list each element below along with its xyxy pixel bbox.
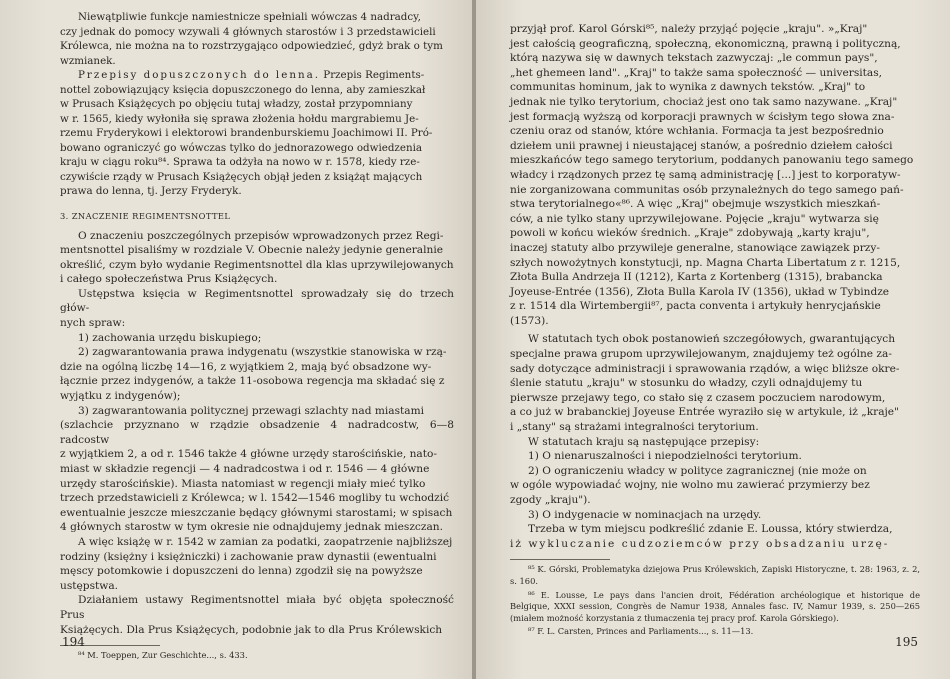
- footnote: ⁸⁷ F. L. Carsten, Princes and Parliaments..., s. 11—13.: [528, 626, 754, 637]
- text-line: Przepisy dopuszczonych do lenna. Przepis Regiments-: [78, 69, 425, 81]
- text-line: czy jednak do pomocy wzywali 4 głównych starostów i 3 przedstawicieli: [60, 25, 436, 38]
- text-line: w ogóle wypowiadać wojny, nie wolno mu zawierać przymierzy bez: [510, 479, 870, 492]
- text-line: 3) O indygenacie w nominacjach na urzędy.: [528, 508, 762, 521]
- text-line: 3) zagwarantowania politycznej przewagi szlachty nad miastami: [78, 404, 425, 417]
- text-line: jest całością geograficzną, społeczną, ekonomiczną, prawną i polityczną,: [510, 37, 901, 50]
- text-line: Ustępstwa księcia w Regimentsnottel sprowadzały się do trzech głów-: [60, 287, 454, 315]
- left-page: [0, 0, 472, 679]
- text-line: ewentualnie jeszcze mieszczanie będący głównymi starostami; w spisach: [60, 506, 453, 519]
- text-line: którą nazywa się w dawnych tekstach zazwyczaj: „le commun pays",: [510, 52, 878, 65]
- text-line: 1) O nienaruszalności i niepodzielności terytorium.: [528, 450, 802, 463]
- text-line: szłych nowożytnych konstytucji, np. Magna Charta Libertatum z r. 1215,: [510, 256, 901, 269]
- text-line: powoli w końcu wieków średnich. „Kraje" zdobywają „karty kraju",: [510, 227, 870, 240]
- text-line: (1573).: [510, 314, 549, 327]
- text-line: z wyjątkiem 2, a od r. 1546 także 4 główne urzędy starościńskie, nato-: [60, 448, 437, 461]
- page-number: 194: [62, 635, 85, 649]
- text-line: zgody „kraju").: [510, 494, 591, 506]
- text-line: nych spraw:: [60, 317, 126, 330]
- footnote: ⁸⁵ K. Górski, Problematyka dziejowa Prus Królewskich, Zapiski Historyczne, t. 28: 1963, z. 2, s. 160.: [510, 564, 920, 586]
- text-line: rzemu Fryderykowi i elektorowi brandenburskiemu Joachimowi II. Pró-: [60, 127, 433, 139]
- text-line: a co już w brabanckiej Joyeuse Entrée wyraziło się w artykule, iż „kraje": [510, 406, 899, 419]
- footnotes: [60, 650, 454, 662]
- text-line: A więc książę w r. 1542 w zamian za podatki, zaopatrzenie najbliższej: [78, 535, 453, 548]
- footnote-rule: [510, 559, 610, 560]
- text-line: 1) zachowania urzędu biskupiego;: [78, 331, 262, 344]
- text-line: pierwsze przejawy tego, co stało się z czasem poczuciem narodowym,: [510, 391, 886, 404]
- text-line: łącznie przez indygenów, a także 11-osobowa regencja ma składać się z: [60, 375, 445, 388]
- text-line: nottel zobowiązujący księcia dopuszczonego do lenna, aby zamieszkał: [60, 83, 426, 96]
- text-line: czeniu oraz od stanów, które wchłania. Formacja ta jest bezpośrednio: [510, 125, 884, 138]
- right-page: [476, 0, 950, 679]
- right-paragraph-kraj: [510, 22, 920, 551]
- text-line: Niewątpliwie funkcje namiestnicze spełniali wówczas 4 nadradcy,: [78, 11, 421, 23]
- text-line: trzech przedstawicieli z Królewca; w l. 1542—1546 mogliby tu wchodzić: [60, 492, 450, 505]
- text-line: i całego społeczeństwa Prus Książęcych.: [60, 273, 278, 286]
- text-line: wyjątku z indygenów);: [60, 390, 181, 403]
- text-line: miast w składzie regencji — 4 nadradcostwa i od r. 1546 — 4 główne: [60, 463, 430, 475]
- text-line: inaczej statuty albo przywileje generalne, stanowiące zawiązek przy-: [510, 241, 880, 254]
- text-line: specjalne prawa grupom uprzywilejowanym, znajdujemy też ogólne za-: [510, 348, 892, 361]
- text-line: Złota Bulla Andrzeja II (1212), Karta z Kortenberg (1315), brabancka: [510, 271, 883, 284]
- text-line: 4 głównych starostw w tym okresie nie odnajdujemy jednak mieszczan.: [60, 521, 443, 534]
- text-line: prawa do lenna, tj. Jerzy Fryderyk.: [60, 185, 242, 197]
- text-line: W statutach kraju są następujące przepisy:: [528, 435, 760, 448]
- text-line: dziełem unii prawnej i nieustającej stanów, a pośrednio dziełem całości: [510, 139, 893, 152]
- text-line: communitas hominum, jak to wynika z dawnych tekstów. „Kraj" to: [510, 81, 866, 94]
- text-line: mieszkańców tego samego terytorium, poddanych panowaniu tego samego: [510, 154, 914, 167]
- text-line: nie zorganizowana communitas osób przynależnych do tego samego pań-: [510, 183, 904, 196]
- text-line: Królewca, nie można na to rozstrzygająco odpowiedzieć, gdyż brak o tym: [60, 40, 443, 52]
- section-heading: 3. ZNACZENIE REGIMENTSNOTTEL: [60, 210, 231, 221]
- text-line: Trzeba w tym miejscu podkreślić zdanie E. Loussa, który stwierdza,: [528, 523, 893, 536]
- spaced-line: iż wykluczanie cudzoziemców przy obsadzaniu urzę-: [510, 537, 890, 550]
- text-line: ślenie statutu „kraju" w stosunku do władzy, czyli odnajdujemy tu: [510, 377, 863, 390]
- text-line: w r. 1565, kiedy wyłoniła się sprawa złożenia hołdu margrabiemu Je-: [60, 112, 419, 125]
- text-line: dzie na ogólną liczbę 14—16, z wyjątkiem 2, mają być obsadzone wy-: [60, 360, 432, 373]
- text-line: ców, a nie tylko stany uprzywilejowane. Pojęcie „kraju" wytwarza się: [510, 212, 879, 225]
- text-line: mentsnottel pisaliśmy w rozdziale V. Obecnie należy jedynie generalnie: [60, 244, 443, 257]
- text-line: i „stany" są strażami integralności terytorium.: [510, 421, 759, 434]
- text-line: (szlachcie przyznano w rządzie obsadzenie 4 nadradcostw, 6—8 radcostw: [60, 419, 454, 446]
- text-line: bowano ograniczyć go wówczas tylko do jednorazowego odwiedzenia: [60, 141, 423, 154]
- text-line: sady dotyczące administracji i sprawowania rządów, a więc bliższe okre-: [510, 362, 900, 375]
- text-line: władcy i rządzonych przez tę samą administrację [...] jest to korporatyw-: [510, 168, 901, 181]
- text-line: jednak nie tylko terytorium, chociaż jest ono tak samo nazywane. „Kraj": [510, 95, 898, 108]
- footnote: ⁸⁴ M. Toeppen, Zur Geschichte..., s. 433.: [78, 650, 248, 661]
- text-line: ustępstwa.: [60, 579, 119, 592]
- left-paragraph-namiestnicy: [60, 10, 454, 199]
- text-line: kraju w ciągu roku⁸⁴. Sprawa ta odżyła na nowo w r. 1578, kiedy rze-: [60, 156, 420, 168]
- text-line: czywiście rządy w Prusach Książęcych objął jeden z książąt mających: [60, 170, 423, 183]
- text-line: rodziny (księżny i księżniczki) i zachowanie praw dynastii (ewentualni: [60, 550, 437, 563]
- footnote: ⁸⁶ E. Lousse, Le pays dans l'ancien droit, Fédération archéologique et historique de Belgique, XXXI session, Congrès de Namur 1938, Annales fasc. IV, Namur 1939, s. 250—265 (miałem możność korzystania z tłumaczenia tej pracy prof. Karola Górskiego).: [510, 589, 920, 623]
- text-line: Joyeuse-Entrée (1356), Złota Bulla Karola IV (1356), układ w Tybindze: [510, 285, 890, 298]
- text-line: Działaniem ustawy Regimentsnottel miała być objęta społeczność Prus: [60, 594, 454, 621]
- text-line: określić, czym było wydanie Regimentsnottel dla klas uprzywilejowanych: [60, 258, 454, 271]
- text-line: męscy potomkowie i dopuszczeni do lenna) zgodził się na powyższe: [60, 565, 423, 578]
- text-line: O znaczeniu poszczególnych przepisów wprowadzonych przez Regi-: [78, 229, 444, 242]
- text-line: z r. 1514 dla Wirtembergii⁸⁷, pacta conventa i artykuły henrycjańskie: [510, 300, 881, 313]
- left-paragraph-znaczenie: [60, 229, 454, 638]
- text-line: 2) zagwarantowania prawa indygenatu (wszystkie stanowiska w rzą-: [78, 346, 447, 359]
- text-line: wzmianek.: [60, 54, 116, 67]
- footnotes: [510, 564, 920, 638]
- text-line: urzędy starościńskie). Miasta natomiast w regencji miały mieć tylko: [60, 477, 426, 490]
- text-line: W statutach tych obok postanowień szczegółowych, gwarantujących: [528, 333, 896, 346]
- page-number: 195: [895, 635, 918, 649]
- text-line: jest formacją wyższą od korporacji prawnych w ścisłym tego słowa zna-: [510, 110, 895, 123]
- text-line: „het ghemeen land". „Kraj" to także sama społeczność — universitas,: [510, 66, 883, 79]
- text-line: w Prusach Książęcych po objęciu tutaj władzy, został przypomniany: [60, 98, 413, 110]
- text-line: stwa terytorialnego«⁸⁶. A więc „Kraj" obejmuje wszystkich mieszkań-: [510, 198, 881, 211]
- text-line: Książęcych. Dla Prus Książęcych, podobnie jak to dla Prus Królewskich: [60, 623, 443, 636]
- text-line: przyjął prof. Karol Górski⁸⁵, należy przyjąć pojęcie „kraju". »„Kraj": [510, 23, 868, 35]
- spaced-lead: Przepisy dopuszczonych do lenna.: [78, 69, 320, 81]
- text-line: 2) O ograniczeniu władcy w polityce zagranicznej (nie może on: [528, 464, 867, 477]
